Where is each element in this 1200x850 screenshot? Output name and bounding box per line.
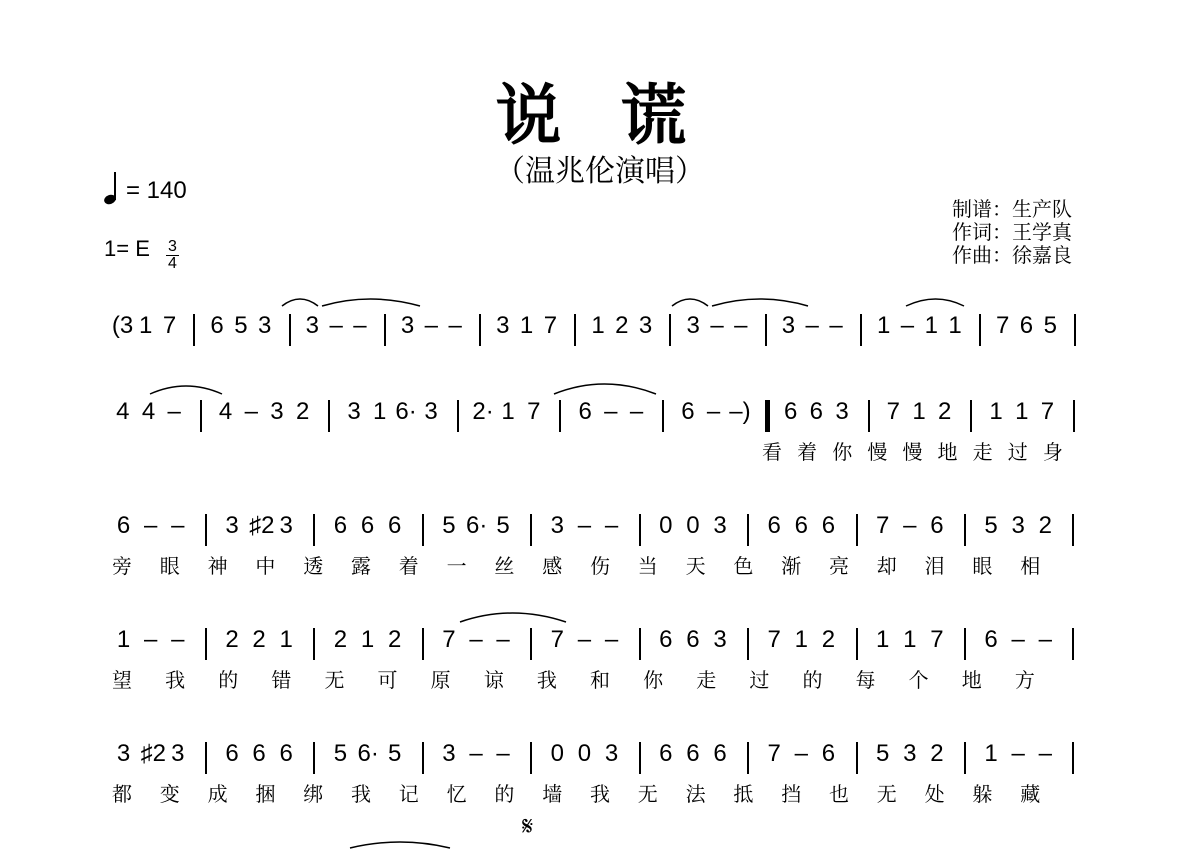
lyric-char: 个 (908, 668, 929, 692)
note-text: 3 (225, 512, 239, 539)
note-text: – (469, 740, 483, 767)
lyric-char: 着 (797, 440, 818, 464)
note-text: 0 (686, 512, 700, 539)
lyric-char: 你 (643, 668, 664, 692)
slur (350, 842, 450, 848)
lyric-char: 伤 (590, 554, 610, 578)
lyric-char: 色 (733, 554, 754, 578)
note-text: 5 (442, 512, 456, 539)
note-text: 1 (984, 740, 998, 767)
lyric-char: 走 (696, 668, 717, 692)
note-text: 3 (424, 398, 438, 425)
note-text: 6 (713, 740, 727, 767)
note-text: – (1038, 626, 1052, 653)
note-text: 6 (686, 740, 700, 767)
note-text: – (448, 312, 462, 339)
note-text: – (1011, 626, 1025, 653)
note-text: 7 (767, 740, 781, 767)
lyric-char: 和 (590, 668, 610, 692)
note-text: 6 (681, 398, 695, 425)
lyric-char: 我 (351, 782, 371, 806)
note-text: 7 (550, 626, 564, 653)
note-text: – (900, 312, 915, 339)
note-text: 3 (171, 740, 185, 767)
note-text: – (706, 398, 721, 425)
lyric-char: 每 (855, 668, 876, 692)
note-text: 3 (305, 312, 319, 339)
note-text: 1 (924, 312, 938, 339)
note-text: 3 (442, 740, 456, 767)
lyric-char: 中 (255, 554, 276, 578)
note-text: 3 (116, 740, 131, 767)
lyric-char: 透 (303, 554, 324, 578)
note-text: – (143, 512, 158, 539)
note-text: 6· (357, 740, 379, 767)
slur (672, 299, 708, 306)
note-text: (3 (111, 312, 134, 339)
time-signature-denominator: 4 (168, 255, 177, 272)
lyric-char: 无 (876, 782, 897, 806)
note-text: 5 (984, 512, 998, 539)
credit-lyricist: 作词：王学真 (952, 220, 1072, 244)
lyric-char: 天 (685, 554, 706, 578)
note-text: 6 (686, 626, 700, 653)
note-text: 3 (835, 398, 849, 425)
note-text: 2 (615, 312, 629, 339)
note-text: – (604, 512, 619, 539)
note-text: 7 (527, 398, 541, 425)
note-text: 3 (686, 312, 700, 339)
note-text: 2 (252, 626, 266, 653)
time-signature-numerator: 3 (168, 238, 177, 255)
note-text: 6· (466, 512, 488, 539)
note-text: 5 (1043, 312, 1057, 339)
note-text: – (143, 626, 158, 653)
lyric-char: 可 (377, 668, 398, 692)
lyric-char: 你 (832, 440, 853, 464)
lyric-char: 丝 (494, 554, 515, 578)
note-text: 7 (1040, 398, 1055, 425)
note-text: 6 (794, 512, 808, 539)
note-text: 7 (767, 626, 781, 653)
note-text: – (244, 398, 258, 425)
note-text: – (734, 312, 748, 339)
note-text: 6 (210, 312, 224, 339)
note-text: 6 (930, 512, 944, 539)
note-text: 1 (794, 626, 808, 653)
note-text: 7 (543, 312, 558, 339)
note-text: 6 (333, 512, 348, 539)
lyric-char: 慢 (902, 440, 923, 464)
key-text: 1= E (104, 236, 150, 261)
note-text: 6 (225, 740, 239, 767)
note-text: 2 (938, 398, 952, 425)
note-text: 6 (387, 512, 402, 539)
note-text: 6 (659, 740, 673, 767)
note-text: 3 (496, 312, 510, 339)
lyric-char: 我 (165, 668, 186, 692)
note-text: 3 (713, 626, 727, 653)
note-text: 6 (279, 740, 293, 767)
note-text: – (424, 312, 439, 339)
note-text: 6 (252, 740, 266, 767)
note-text: 1 (360, 626, 375, 653)
lyric-char: 错 (271, 668, 292, 692)
note-text: 1 (876, 312, 891, 339)
lyric-char: 捆 (255, 782, 276, 806)
note-text: 6 (984, 626, 998, 653)
note-text: – (167, 398, 181, 425)
note-text: 5 (333, 740, 348, 767)
note-text: 3 (258, 312, 272, 339)
lyric-char: 成 (207, 782, 228, 806)
song-subtitle: （温兆伦演唱） (495, 154, 705, 189)
note-text: – (710, 312, 724, 339)
note-text: 3 (279, 512, 293, 539)
note-text: 4 (141, 398, 156, 425)
note-text: 6 (116, 512, 131, 539)
slur (282, 299, 318, 306)
lyric-char: 变 (159, 782, 180, 806)
note-text: – (496, 740, 510, 767)
note-text: – (171, 626, 185, 653)
note-text: 6 (578, 398, 592, 425)
note-text: 2 (225, 626, 239, 653)
note-text: 3 (713, 512, 727, 539)
lyric-char: 地 (961, 668, 982, 692)
lyric-char: 忆 (446, 782, 467, 806)
note-text: 5 (496, 512, 510, 539)
slur (906, 299, 964, 306)
lyric-char: 记 (398, 782, 419, 806)
lyric-char: 都 (112, 782, 132, 806)
lyric-char: 我 (536, 668, 557, 692)
slur (322, 299, 420, 306)
lyric-char: 我 (590, 782, 610, 806)
note-text: – (805, 312, 819, 339)
note-text: 6 (360, 512, 375, 539)
note-text: 6 (1019, 312, 1034, 339)
note-text: 4 (116, 398, 130, 425)
lyric-char: 神 (207, 554, 228, 578)
note-text: 6 (821, 512, 836, 539)
note-text: 7 (886, 398, 901, 425)
note-text: 1 (372, 398, 387, 425)
lyric-char: 却 (876, 554, 897, 578)
note-text: 2 (930, 740, 944, 767)
slur (554, 384, 656, 394)
note-text: 1 (139, 312, 153, 339)
lyric-char: 墙 (542, 782, 563, 806)
note-text: – (794, 740, 808, 767)
note-text: 5 (234, 312, 248, 339)
lyric-char: 无 (637, 782, 658, 806)
note-text: – (903, 512, 917, 539)
note-text: ♯2 (249, 512, 275, 539)
note-text: 1 (519, 312, 534, 339)
lyric-char: 相 (1020, 554, 1041, 578)
lyric-char: 躲 (972, 782, 993, 806)
note-text: 1 (903, 626, 917, 653)
note-text: 5 (387, 740, 402, 767)
note-text: 0 (577, 740, 592, 767)
lyric-char: 无 (324, 668, 345, 692)
lyric-char: 一 (446, 554, 467, 578)
note-text: 3 (604, 740, 619, 767)
lyric-char: 地 (937, 440, 958, 464)
note-text: 4 (218, 398, 233, 425)
note-text: 2 (387, 626, 402, 653)
lyric-char: 眼 (972, 554, 993, 578)
lyric-char: 挡 (781, 782, 802, 806)
note-text: 3 (400, 312, 415, 339)
note-text: 1 (279, 626, 293, 653)
lyric-char: 着 (398, 554, 419, 578)
slur (712, 299, 808, 306)
slur (150, 386, 222, 394)
lyric-char: 原 (430, 668, 451, 692)
lyric-char: 处 (924, 782, 945, 806)
note-text: – (577, 626, 592, 653)
note-text: 6 (783, 398, 798, 425)
lyric-char: 绑 (303, 782, 324, 806)
credit-arranger: 制谱：生产队 (952, 197, 1072, 221)
note-text: 2 (1038, 512, 1052, 539)
lyric-char: 过 (749, 668, 770, 692)
note-text: 3 (781, 312, 796, 339)
lyric-char: 渐 (781, 554, 802, 578)
note-text: 0 (550, 740, 564, 767)
note-text: 2· (472, 398, 494, 425)
lyric-char: 感 (542, 554, 563, 578)
lyric-char: 慢 (867, 440, 888, 464)
lyric-char: 谅 (483, 668, 504, 692)
note-text: – (604, 398, 618, 425)
note-text: 3 (1011, 512, 1025, 539)
note-text: 3 (347, 398, 361, 425)
song-title: 说 谎 (495, 77, 705, 154)
note-text: – (1038, 740, 1052, 767)
lyric-char: 露 (351, 554, 371, 578)
lyric-char: 藏 (1020, 782, 1041, 806)
tempo-value: = 140 (126, 177, 187, 204)
note-text: 1 (591, 312, 605, 339)
lyric-char: 眼 (159, 554, 180, 578)
note-text: 7 (930, 626, 944, 653)
note-text: 6 (809, 398, 823, 425)
note-text: 0 (659, 512, 673, 539)
note-text: 6 (659, 626, 673, 653)
note-text: – (1011, 740, 1025, 767)
note-text: 6 (821, 740, 836, 767)
note-text: ♯2 (140, 740, 167, 767)
note-text: 1 (948, 312, 962, 339)
lyric-char: 走 (972, 440, 993, 464)
note-text: 1 (116, 626, 131, 653)
note-text: 7 (995, 312, 1010, 339)
note-text: – (577, 512, 592, 539)
note-text: 1 (875, 626, 890, 653)
note-text: – (353, 312, 367, 339)
segno-sign: 𝄋 (522, 812, 534, 842)
note-text: – (469, 626, 483, 653)
lyric-char: 的 (494, 782, 515, 806)
lyric-char: 望 (112, 668, 132, 692)
note-text: 7 (875, 512, 890, 539)
credit-composer: 作曲：徐嘉良 (952, 243, 1072, 267)
note-text: 1 (1015, 398, 1029, 425)
note-text: 1 (989, 398, 1003, 425)
lyric-char: 也 (829, 782, 849, 806)
lyric-char: 方 (1014, 668, 1035, 692)
note-text: 3 (903, 740, 917, 767)
note-text: 5 (875, 740, 890, 767)
note-text: 1 (912, 398, 926, 425)
lyric-char: 抵 (733, 782, 754, 806)
lyric-char: 身 (1042, 440, 1063, 464)
note-text: 3 (270, 398, 284, 425)
note-text: 3 (638, 312, 653, 339)
lyric-char: 法 (685, 782, 706, 806)
note-text: 2 (295, 398, 310, 425)
lyric-char: 亮 (829, 554, 849, 578)
note-text: – (604, 626, 619, 653)
note-text: 2 (821, 626, 836, 653)
note-text: – (171, 512, 185, 539)
lyric-char: 的 (802, 668, 823, 692)
lyric-char: 看 (762, 440, 782, 464)
note-text: – (829, 312, 843, 339)
note-text: 1 (501, 398, 515, 425)
note-text: – (329, 312, 343, 339)
note-text: 2 (333, 626, 348, 653)
note-text: 3 (550, 512, 564, 539)
note-text: – (629, 398, 644, 425)
lyric-char: 泪 (924, 554, 945, 578)
note-text: – (496, 626, 510, 653)
note-text: 7 (442, 626, 456, 653)
lyric-char: 的 (218, 668, 239, 692)
note-text: –) (729, 398, 751, 425)
lyric-char: 过 (1007, 440, 1028, 464)
lyric-char: 当 (637, 554, 658, 578)
note-text: 6· (395, 398, 417, 425)
lyric-char: 旁 (112, 554, 132, 578)
note-text: 6 (767, 512, 781, 539)
slur (460, 613, 566, 622)
note-text: 7 (162, 312, 177, 339)
